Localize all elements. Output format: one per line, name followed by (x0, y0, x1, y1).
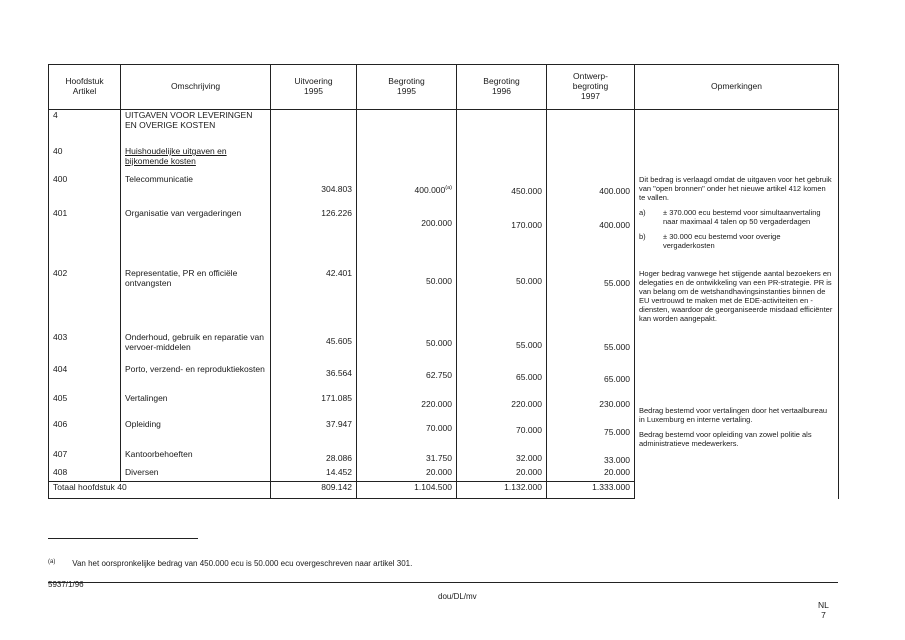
row-exec: 42.401 (271, 268, 357, 332)
row-desc: Kantoorbehoeften (121, 449, 271, 467)
row-desc: Vertalingen (121, 393, 271, 419)
row-d97-value: 75.000 (604, 426, 630, 437)
row-b95: 20.000 (357, 467, 457, 482)
remarks-402 (635, 268, 839, 332)
footnote (48, 559, 748, 568)
row-b95 (357, 332, 457, 364)
table-row (49, 393, 839, 419)
row-exec-value: 28.086 (326, 453, 352, 463)
row-b95 (357, 449, 457, 467)
row-d97 (547, 208, 635, 268)
row-exec: 171.085 (271, 393, 357, 419)
row-d97 (547, 449, 635, 467)
row-b96-value: 55.000 (516, 340, 542, 350)
document-reference: 5937/1/96 (48, 580, 84, 589)
remark-text: Hoger bedrag vanwege het stijgende aantal bezoekers en delegaties en de ontwikkeling van een PR-strategie. PR is van belang om de wetshandhavingsinstanties binnen de EU vertrouwd te maken met de EDE-activiteiten en -diensten, waardoor de georganiseerde misdaad efficiënter kan worden aangepakt. (639, 269, 833, 323)
row-b95 (357, 110, 457, 147)
table-row (49, 449, 839, 467)
row-d97 (547, 110, 635, 147)
row-b95-value: 31.750 (426, 453, 452, 463)
row-b96 (457, 110, 547, 147)
row-d97-value: 400.000 (599, 220, 630, 230)
row-b95 (357, 268, 457, 332)
budget-table (48, 64, 839, 499)
total-label: Totaal hoofdstuk 40 (49, 482, 271, 499)
row-exec-value: 304.803 (321, 184, 352, 194)
total-exec: 809.142 (271, 482, 357, 499)
table-header-row (49, 65, 839, 110)
remark-item-a (639, 208, 834, 226)
row-b96-value: 32.000 (516, 453, 542, 463)
row-exec (271, 174, 357, 208)
row-b95-value: 70.000 (426, 422, 452, 433)
row-exec: 126.226 (271, 208, 357, 268)
row-exec: 37.947 (271, 419, 357, 449)
row-b95-amount: 400.000 (414, 184, 446, 195)
row-b96-value: 450.000 (511, 186, 542, 196)
table-row (49, 364, 839, 393)
remark-item-b (639, 232, 834, 250)
row-b95 (357, 393, 457, 419)
header-budget-1996: Begroting 1996 (457, 65, 547, 110)
page-number: 7 (821, 610, 826, 620)
row-b95 (357, 364, 457, 393)
row-b96-value: 170.000 (511, 220, 542, 230)
table-row (49, 268, 839, 332)
row-b95-value: 50.000 (426, 338, 452, 348)
row-desc: UITGAVEN VOOR LEVERINGEN EN OVERIGE KOSTEN (121, 110, 271, 147)
row-exec: 14.452 (271, 467, 357, 482)
row-b96 (457, 146, 547, 174)
row-code: 408 (49, 467, 121, 482)
row-desc: Diversen (121, 467, 271, 482)
row-b95 (357, 146, 457, 174)
row-b95-value: 62.750 (426, 370, 452, 380)
row-b96-value: 50.000 (516, 276, 542, 286)
row-exec-value: 45.605 (326, 336, 352, 346)
row-b96 (457, 419, 547, 449)
row-desc: Representatie, PR en officiële ontvangsten (121, 268, 271, 332)
row-d97-value: 65.000 (604, 374, 630, 384)
row-code: 402 (49, 268, 121, 332)
row-b96: 20.000 (457, 467, 547, 482)
document-code: dou/DL/mv (438, 592, 477, 601)
remark-text-405: Bedrag bestemd voor vertalingen door het vertaalbureau in Luxemburg en interne vertaling. (639, 406, 828, 424)
row-desc: Porto, verzend- en reproduktiekosten (121, 364, 271, 393)
row-b96 (457, 268, 547, 332)
row-code: 401 (49, 208, 121, 268)
row-code: 406 (49, 419, 121, 449)
language-code: NL (818, 600, 829, 610)
row-code: 4 (49, 110, 121, 147)
row-desc: Telecommunicatie (121, 174, 271, 208)
remark-item-text: ± 30.000 ecu bestemd voor overige vergaderkosten (663, 232, 781, 250)
header-exec-1995: Uitvoering 1995 (271, 65, 357, 110)
row-d97 (547, 332, 635, 364)
remark-item-label: a) (639, 208, 646, 217)
remark-text: Dit bedrag is verlaagd omdat de uitgaven voor het gebruik van "open bronnen" onder het nieuwe artikel 412 komen te vallen. (639, 175, 832, 202)
footnote-mark: (a) (48, 559, 56, 565)
row-b96 (457, 449, 547, 467)
row-d97 (547, 419, 635, 449)
remark-text-406: Bedrag bestemd voor opleiding van zowel politie als administratieve medewerkers. (639, 430, 812, 448)
row-code: 404 (49, 364, 121, 393)
table-row (49, 332, 839, 364)
row-b95 (357, 174, 457, 208)
row-b95-value: 200.000 (421, 218, 452, 228)
row-exec (271, 449, 357, 467)
row-d97 (547, 146, 635, 174)
row-b96-value: 70.000 (516, 424, 542, 435)
row-b96-value: 220.000 (511, 399, 542, 409)
row-b95 (357, 419, 457, 449)
row-exec-value: 36.564 (326, 368, 352, 378)
remarks-404 (635, 364, 839, 393)
header-description: Omschrijving (121, 65, 271, 110)
row-code: 407 (49, 449, 121, 467)
row-code: 40 (49, 146, 121, 174)
row-d97-value: 230.000 (599, 399, 630, 409)
row-code: 400 (49, 174, 121, 208)
row-b95 (357, 208, 457, 268)
row-desc: Organisatie van vergaderingen (121, 208, 271, 268)
row-code: 403 (49, 332, 121, 364)
row-exec (271, 332, 357, 364)
row-desc: Opleiding (121, 419, 271, 449)
row-d97-value: 33.000 (604, 455, 630, 465)
remarks-407-total (635, 449, 839, 499)
header-article: Hoofdstuk Artikel (49, 65, 121, 110)
language-page-block (818, 600, 829, 620)
remark-item-label: b) (639, 232, 646, 241)
row-desc: Huishoudelijke uitgaven en bijkomende kosten (121, 146, 271, 174)
header-remarks: Opmerkingen (635, 65, 839, 110)
row-exec (271, 364, 357, 393)
total-b96: 1.132.000 (457, 482, 547, 499)
row-code: 405 (49, 393, 121, 419)
row-d97: 20.000 (547, 467, 635, 482)
row-b96 (457, 393, 547, 419)
header-draft-1997: Ontwerp- begroting 1997 (547, 65, 635, 110)
footer-divider (48, 582, 838, 583)
row-exec (271, 146, 357, 174)
remarks-403 (635, 332, 839, 364)
remark-item-text: ± 370.000 ecu bestemd voor simultaanvertaling naar maximaal 4 talen op 50 vergaderdagen (663, 208, 821, 226)
footnote-marker: (a) (445, 185, 452, 191)
row-b96 (457, 208, 547, 268)
header-budget-1995: Begroting 1995 (357, 65, 457, 110)
row-d97-value: 55.000 (604, 278, 630, 288)
remarks-400-401 (635, 110, 839, 269)
row-d97 (547, 174, 635, 208)
total-d97: 1.333.000 (547, 482, 635, 499)
row-exec (271, 110, 357, 147)
remarks-405-406 (635, 393, 839, 449)
footnote-divider (48, 538, 198, 539)
table-row (49, 110, 839, 147)
row-d97-value: 55.000 (604, 342, 630, 352)
row-b96 (457, 364, 547, 393)
total-b95: 1.104.500 (357, 482, 457, 499)
row-d97 (547, 393, 635, 419)
row-d97-value: 400.000 (599, 186, 630, 196)
footnote-text: Van het oorspronkelijke bedrag van 450.000 ecu is 50.000 ecu overgeschreven naar artikel 301. (72, 559, 413, 568)
row-desc: Onderhoud, gebruik en reparatie van vervoer-middelen (121, 332, 271, 364)
row-b96-value: 65.000 (516, 372, 542, 382)
row-b95-value: 50.000 (426, 276, 452, 286)
row-b96 (457, 332, 547, 364)
row-b96 (457, 174, 547, 208)
row-b95-value (361, 185, 452, 196)
row-d97 (547, 364, 635, 393)
row-d97 (547, 268, 635, 332)
row-b95-value: 220.000 (421, 399, 452, 409)
